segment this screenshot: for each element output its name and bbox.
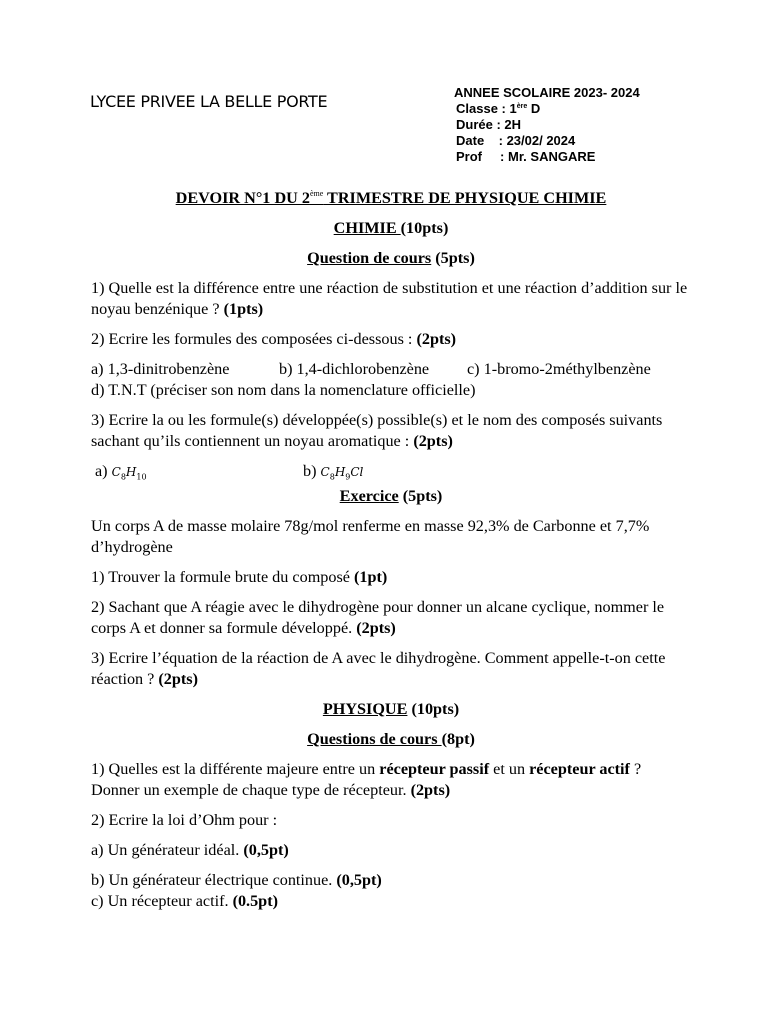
exercice-intro: Un corps A de masse molaire 78g/mol renferme en masse 92,3% de Carbonne et 7,7% d’hydrogène — [91, 517, 650, 556]
chimie-question-1: 1) Quelle est la différence entre une réaction de substitution et une réaction d’addition sur le noyau benzénique ? (1pts) — [91, 279, 688, 318]
physique-question-2-c: c) Un récepteur actif. (0.5pt) — [91, 892, 278, 910]
page-title: DEVOIR N°1 DU 2ème TRIMESTRE DE PHYSIQUE CHIMIE — [175, 189, 607, 207]
chimie-cours-heading: Question de cours (5pts) — [307, 249, 475, 267]
chimie-question-2-items: a) 1,3-dinitrobenzène b) 1,4-dichlorobenzène c) 1-bromo-2méthylbenzène — [91, 360, 651, 378]
physique-question-2: 2) Ecrire la loi d’Ohm pour : — [91, 811, 278, 829]
exercice-heading: Exercice (5pts) — [339, 487, 443, 505]
chimie-heading: CHIMIE (10pts) — [333, 219, 449, 237]
physique-question-1: 1) Quelles est la différente majeure entre un récepteur passif et un récepteur actif ? Donner un exemple de chaque type de récepteur. (2pts) — [91, 760, 642, 799]
date-line: Date : 23/02/ 2024 — [456, 133, 576, 148]
physique-heading: PHYSIQUE (10pts) — [322, 700, 460, 718]
prof-line: Prof : Mr. SANGARE — [456, 149, 596, 164]
physique-cours-heading: Questions de cours (8pt) — [307, 730, 475, 748]
exam-info — [454, 85, 640, 165]
physique-question-2-b: b) Un générateur électrique continue. (0,5pt) — [91, 871, 382, 889]
school-name: LYCEE PRIVEE LA BELLE PORTE — [90, 92, 328, 111]
formula-b: b) $C_8H_9Cl$ — [303, 462, 364, 482]
exam-content — [91, 188, 691, 921]
chimie-question-3: 3) Ecrire la ou les formule(s) développée(s) possible(s) et le nom des composés suivants sachant qu’ils contiennent un noyau aromatique : (2pts) — [91, 411, 663, 450]
exercice-question-2: 2) Sachant que A réagie avec le dihydrogène pour donner un alcane cyclique, nommer le corps A et donner sa formule développé. (2pts) — [91, 598, 665, 637]
exercice-question-1: 1) Trouver la formule brute du composé (1pt) — [91, 568, 388, 586]
chimie-question-2: 2) Ecrire les formules des composées ci-dessous : (2pts) — [91, 330, 457, 348]
school-year: ANNEE SCOLAIRE 2023- 2024 — [454, 85, 640, 100]
class-line: Classe : 1ère D — [456, 101, 541, 116]
formula-row — [91, 461, 691, 483]
exercice-question-3: 3) Ecrire l’équation de la réaction de A avec le dihydrogène. Comment appelle-t-on cette réaction ? (2pts) — [91, 649, 666, 688]
duration-line: Durée : 2H — [456, 117, 522, 132]
physique-question-2-a: a) Un générateur idéal. (0,5pt) — [91, 841, 289, 859]
chimie-question-2-item-d: d) T.N.T (préciser son nom dans la nomenclature officielle) — [91, 381, 476, 399]
formula-a: a) $C_8H_{10}$ — [95, 462, 147, 482]
